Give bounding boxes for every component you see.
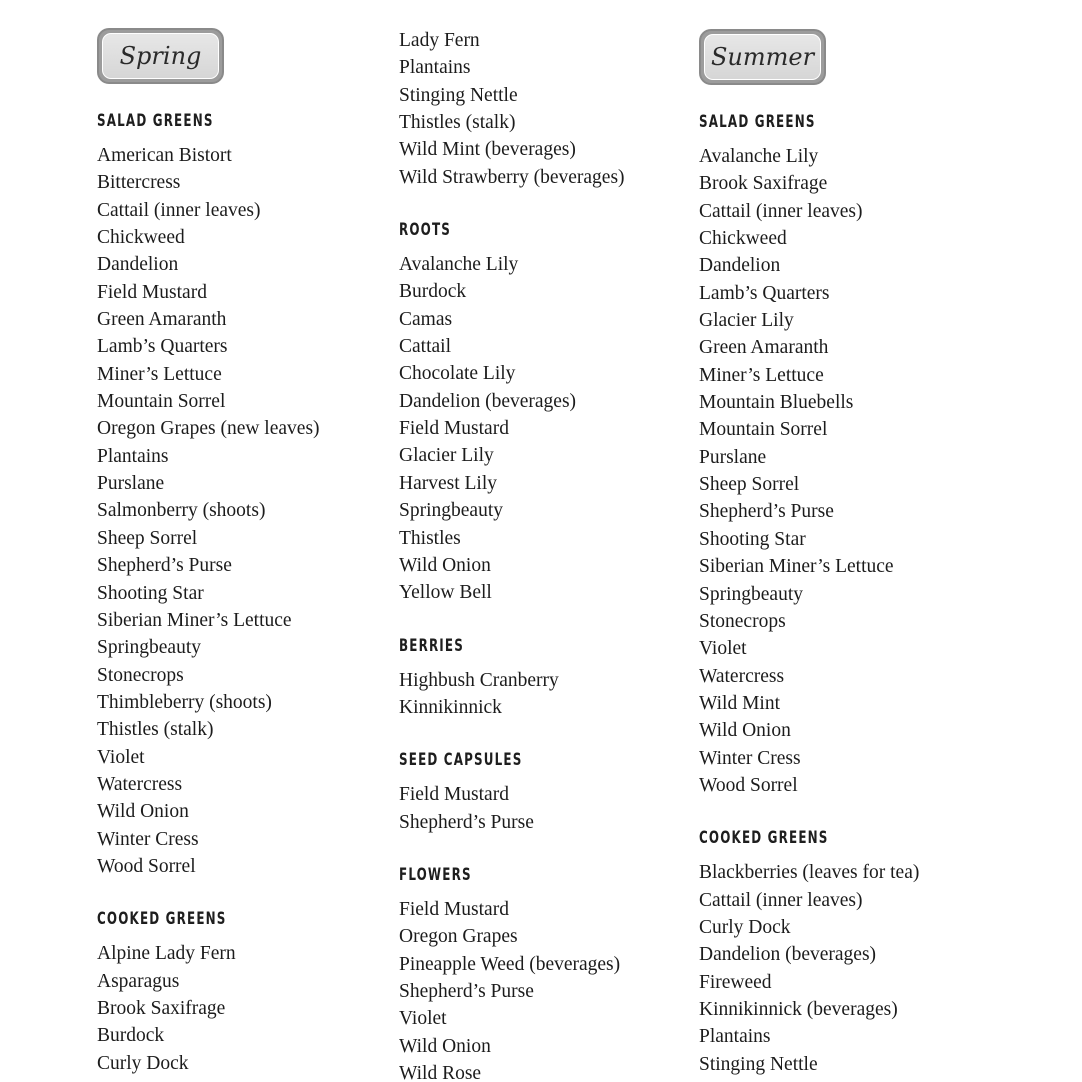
section-seed-capsules — [399, 748, 689, 836]
section-salad-greens — [97, 109, 377, 880]
spring-continued-column — [399, 0, 689, 1082]
plant-item: Shepherd’s Purse — [97, 555, 232, 577]
plant-list — [97, 940, 377, 1077]
plant-item: Curly Dock — [97, 1052, 189, 1074]
plant-item: Wild Mint — [699, 692, 781, 714]
plant-item: Dandelion — [97, 254, 179, 276]
plant-item: Purslane — [97, 473, 165, 495]
plant-item: Wood Sorrel — [699, 774, 798, 796]
season-title: Spring — [102, 33, 219, 79]
plant-list — [399, 667, 689, 722]
section-heading: BERRIES — [399, 635, 464, 656]
plant-item: Chickweed — [699, 228, 787, 250]
section-heading: ROOTS — [399, 220, 452, 241]
plant-item: Watercress — [699, 665, 785, 687]
summer-season-badge — [699, 29, 826, 85]
plant-item: Kinnikinnick (beverages) — [699, 998, 898, 1020]
plant-item: Pineapple Weed (beverages) — [399, 953, 621, 975]
plant-item: Thistles — [399, 527, 461, 549]
plant-item: Curly Dock — [699, 916, 791, 938]
plant-item: Brook Saxifrage — [699, 173, 828, 195]
plant-item: Wild Onion — [699, 720, 791, 742]
plant-item: Field Mustard — [399, 418, 509, 440]
plant-item: Field Mustard — [399, 784, 509, 806]
plant-item: Mountain Bluebells — [699, 392, 854, 414]
plant-item: Wild Strawberry (beverages) — [399, 166, 625, 188]
plant-item: Winter Cress — [97, 828, 199, 850]
plant-item: Cattail (inner leaves) — [699, 889, 863, 911]
plant-item: Plantains — [399, 57, 471, 79]
section-heading: COOKED GREENS — [97, 909, 227, 930]
plant-item: Stonecrops — [699, 610, 786, 632]
plant-item: Salmonberry (shoots) — [97, 500, 266, 522]
plant-item: Plantains — [97, 445, 169, 467]
summer-column — [699, 0, 1059, 1082]
plant-item: Bittercress — [97, 172, 181, 194]
plant-item: Highbush Cranberry — [399, 669, 559, 691]
plant-item: Avalanche Lily — [399, 254, 519, 276]
plant-item: Alpine Lady Fern — [97, 943, 236, 965]
plant-item: Mountain Sorrel — [699, 419, 828, 441]
section-heading: SALAD GREENS — [97, 111, 214, 131]
plant-item: Thimbleberry (shoots) — [97, 691, 272, 713]
plant-item: Lamb’s Quarters — [97, 336, 228, 358]
plant-item: Oregon Grapes (new leaves) — [97, 418, 320, 440]
section-salad-greens — [699, 110, 1059, 799]
plant-item: Wild Mint (beverages) — [399, 139, 576, 161]
plant-item: Violet — [97, 746, 145, 768]
season-title: Summer — [704, 34, 821, 80]
plant-item: American Bistort — [97, 145, 232, 166]
plant-item: Lady Fern — [399, 30, 480, 51]
plant-item: Burdock — [97, 1025, 165, 1047]
section-roots — [399, 218, 689, 606]
plant-item: Kinnikinnick — [399, 696, 502, 718]
plant-item: Watercress — [97, 773, 183, 795]
plant-item: Sheep Sorrel — [699, 474, 800, 496]
section-heading: FLOWERS — [399, 864, 472, 885]
plant-item: Springbeauty — [399, 500, 503, 522]
spring-column — [97, 0, 377, 1082]
plant-item: Cattail (inner leaves) — [97, 199, 261, 221]
plant-item: Burdock — [399, 281, 467, 303]
plant-item: Lamb’s Quarters — [699, 282, 830, 304]
plant-item: Thistles (stalk) — [399, 112, 516, 134]
section-heading: COOKED GREENS — [699, 828, 829, 849]
continued-plant-list — [399, 27, 689, 191]
plant-item: Glacier Lily — [699, 310, 794, 332]
plant-item: Violet — [399, 1008, 447, 1030]
plant-item: Mountain Sorrel — [97, 391, 226, 413]
plant-item: Miner’s Lettuce — [97, 363, 222, 385]
plant-item: Shooting Star — [699, 528, 806, 550]
plant-item: Avalanche Lily — [699, 146, 819, 167]
section-cooked-greens — [97, 907, 377, 1077]
section-heading: SEED CAPSULES — [399, 750, 523, 771]
plant-item: Stonecrops — [97, 664, 184, 686]
plant-item: Asparagus — [97, 970, 180, 992]
plant-item: Wild Rose — [399, 1062, 482, 1082]
plant-item: Wood Sorrel — [97, 855, 196, 877]
plant-item: Green Amaranth — [699, 337, 829, 359]
plant-item: Chocolate Lily — [399, 363, 516, 385]
plant-item: Violet — [699, 638, 747, 660]
plant-item: Dandelion — [699, 255, 781, 277]
plant-item: Dandelion (beverages) — [699, 944, 877, 966]
plant-item: Green Amaranth — [97, 309, 227, 331]
plant-item: Wild Onion — [399, 1035, 491, 1057]
plant-item: Plantains — [699, 1026, 771, 1048]
plant-list — [97, 142, 377, 880]
section-cooked-greens — [699, 826, 1059, 1078]
plant-item: Glacier Lily — [399, 445, 494, 467]
plant-item: Springbeauty — [699, 583, 803, 605]
section-berries — [399, 634, 689, 722]
plant-list — [399, 781, 689, 836]
spring-season-badge — [97, 28, 224, 84]
plant-item: Field Mustard — [399, 898, 509, 920]
plant-item: Field Mustard — [97, 281, 207, 303]
plant-item: Winter Cress — [699, 747, 801, 769]
plant-item: Stinging Nettle — [399, 84, 518, 106]
plant-item: Harvest Lily — [399, 472, 498, 494]
plant-item: Wild Onion — [97, 801, 189, 823]
section-heading: SALAD GREENS — [699, 112, 816, 132]
plant-item: Camas — [399, 308, 453, 330]
plant-item: Shepherd’s Purse — [699, 501, 834, 523]
plant-item: Blackberries (leaves for tea) — [699, 862, 920, 884]
plant-item: Siberian Miner’s Lettuce — [699, 556, 894, 578]
plant-item: Siberian Miner’s Lettuce — [97, 609, 292, 631]
plant-item: Shooting Star — [97, 582, 204, 604]
plant-item: Shepherd’s Purse — [399, 980, 534, 1002]
plant-item: Fireweed — [699, 971, 772, 993]
plant-item: Cattail — [399, 336, 451, 358]
plant-item: Dandelion (beverages) — [399, 390, 577, 412]
plant-list — [399, 896, 689, 1082]
plant-list — [699, 859, 1059, 1078]
plant-item: Brook Saxifrage — [97, 997, 226, 1019]
plant-item: Yellow Bell — [399, 582, 492, 604]
plant-item: Chickweed — [97, 227, 185, 249]
plant-item: Shepherd’s Purse — [399, 811, 534, 833]
plant-item: Cattail (inner leaves) — [699, 200, 863, 222]
plant-item: Purslane — [699, 446, 767, 468]
plant-list — [399, 251, 689, 606]
plant-item: Wild Onion — [399, 554, 491, 576]
plant-item: Thistles (stalk) — [97, 719, 214, 741]
plant-item: Stinging Nettle — [699, 1053, 818, 1075]
plant-item: Springbeauty — [97, 637, 201, 659]
plant-item: Sheep Sorrel — [97, 527, 198, 549]
plant-list — [699, 143, 1059, 799]
plant-item: Miner’s Lettuce — [699, 364, 824, 386]
plant-item: Oregon Grapes — [399, 926, 518, 948]
section-flowers — [399, 863, 689, 1082]
